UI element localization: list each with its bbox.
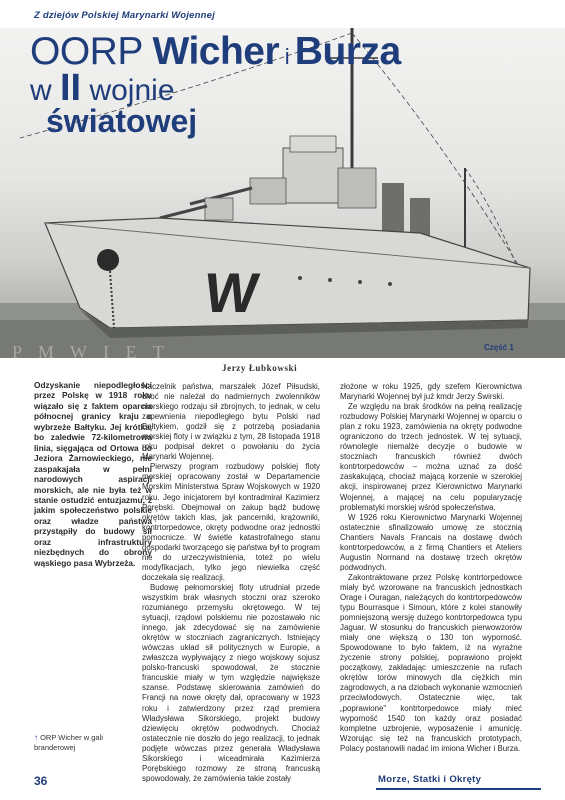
paragraph: Naczelnik państwa, marszałek Józef Piłsudski, choć nie należał do nadmiernych zwolenników morskiego rodzaju sił zbrojnych, to jednak, w celu zapewnienia niepodległego bytu Polski nad Bałtykiem, godził się z potrzebą posiadania morskiej floty i w związku z tym, 28 listopada 1918 roku podpisał dekret o powołaniu do życia Marynarki Wojennej. (142, 382, 320, 462)
magazine-title: Morze, Statki i Okręty (378, 774, 482, 785)
paragraph: Ze względu na brak środków na pełną realizację rozbudowy Polskiej Marynarki Wojennej w oparciu o plan z roku 1923, zamówienia na okręty podwodne ograniczono do trzech jednostek. W tej sytuacji, równolegle niemalże decyzje o budowie w stoczniach francuskich również dwóch kontrtorpedowców – można uznać za dość zaskakującą, chociaż mającą korzenie w szerokiej akcji, inspirowanej przez Kierownictwo Marynarki Wojennej, a mającej na celu popularyzację problematyki morskiej wśród społeczeństwa. (340, 402, 522, 512)
paragraph: Pierwszy program rozbudowy polskiej floty morskiej opracowany został w Departamencie Morskim Ministerstwa Spraw Wojskowych w 1920 roku. Jego inicjatorem był kontradmirał Kazimierz Porębski. Obejmował on zakup bądź budowę okrętów takich klas, jak pancerniki, krążowniki, kontrtorpedowce, okręty podwodne oraz jednostki pomocnicze. W świetle katastrofalnego stanu gospodarki tworzącego się państwa był to program nie do urzeczywistnienia, toteż po wielu modyfikacjach, tylko jego niewielka część doczekała się realizacji. (142, 462, 320, 582)
article-title (30, 30, 490, 140)
body-column-1 (142, 382, 320, 784)
page-number: 36 (34, 774, 48, 788)
paragraph: Zakontraktowane przez Polskę kontrtorpedowce miały być wzorowane na francuskich jednostkach Orage i Ouragan, należących do kontrtorpedowców typu Bourrasque i Simoun, które z kolei stanowiły pomniejszoną wersję dużego kontrtorpedowca typu Jaguar. W stosunku do francuskich pierwowzorów miały one większą o 130 ton wyporność. Spowodowane to było faktem, iż na wyraźne życzenie strony polskiej, poprawiono projekt początkowy, zakładając umieszczenie na rufach okrętów torów minowych dla ciężkich min zagrodowych, a na dziobach wykonanie wzmocnień przeciwlodowych. Ostatecznie więc, tak „poprawione" kontrtorpedowce miały mieć wyporność 1540 ton każdy oraz posiadać kompletne uzbrojenie, wyposażenie i amunicję. Wzorując się też na francuskich prototypach, Polacy postanowili nadać im imiona Wicher i Burza. (340, 572, 522, 753)
caption-text: ORP Wicher w gali branderowej (34, 733, 103, 752)
photo-caption (34, 733, 134, 752)
paragraph: złożone w roku 1925, gdy szefem Kierownictwa Marynarki Wojennej był już kmdr Jerzy Świrski. (340, 382, 522, 402)
title-line-3: światowej (46, 103, 198, 140)
body-column-2 (340, 382, 522, 754)
svg-text:P M W I E T: P M W I E T (12, 342, 170, 358)
author-name: Jerzy Łubkowski (222, 363, 298, 373)
footer-rule (376, 788, 541, 790)
title-line-1: OORP Wicher i Burza (30, 30, 401, 73)
hull-letter: W (200, 261, 263, 324)
section-header: Z dziejów Polskiej Marynarki Wojennej (34, 10, 215, 21)
lead-paragraph: Odzyskanie niepodległości przez Polskę w 1918 roku wiązało się z faktem oparcia północnej granicy kraju o wybrzeże Bałtyku. Jej krótka, bo zaledwie 72-kilometrowa linia, sięgająca od Ortowa do Jeziora Żarnowieckiego, nie zaspakajała w pełni narodowych aspiracji morskich, ale nie była też w stanie ostudzić entuzjazmu, z jakim społeczeństwo polskie oraz władze państwa przystąpiły do budowy sił oraz infrastruktury niezbędnych do obrony wąskiego pasa Wybrzeża. (34, 380, 152, 568)
title-line-2: w II wojnie (30, 67, 175, 110)
arrow-up-icon: ↑ (34, 733, 38, 742)
paragraph: Budowę pełnomorskiej floty utrudniał przede wszystkim brak własnych stoczni oraz szeroko rozumianego przemysłu okrętowego. W tej sytuacji, rządowi polskiemu nie pozostawało nic innego, jak zdecydować się na zamówienie okrętów w stoczniach zagranicznych. Istniejący wówczas układ sił politycznych w Europie, a zwłaszcza wypływający z niego wojskowy sojusz polsko-francuski spowodował, że stocznie francuskie miały w tym względzie największe szanse. Podstawę skierowania zamówień do Francji na nowe okręty dał, opracowany w 1923 roku i zatwierdzony przez rząd premiera Władysława Sikorskiego, projekt budowy dziewięciu okrętów podwodnych. Chociaż ostatecznie nie doszło do jego realizacji, to jednak podjęte wówczas przez generała Władysława Sikorskiego i wiceadmirała Kazimierza Porębskiego rozmowy ze stroną francuską spowodowały, że zamówienia takie zostały (142, 582, 320, 783)
paragraph: W 1926 roku Kierownictwo Marynarki Wojennej ostatecznie sfinalizowało umowę ze stocznią Chantiers Navals Francais na dostawę dwóch kontrtorpedowców, a z firmą Chantiers et Ateliers Augustin Normand na dostawę trzech okrętów podwodnych. (340, 512, 522, 572)
part-label: Część 1 (484, 343, 514, 352)
